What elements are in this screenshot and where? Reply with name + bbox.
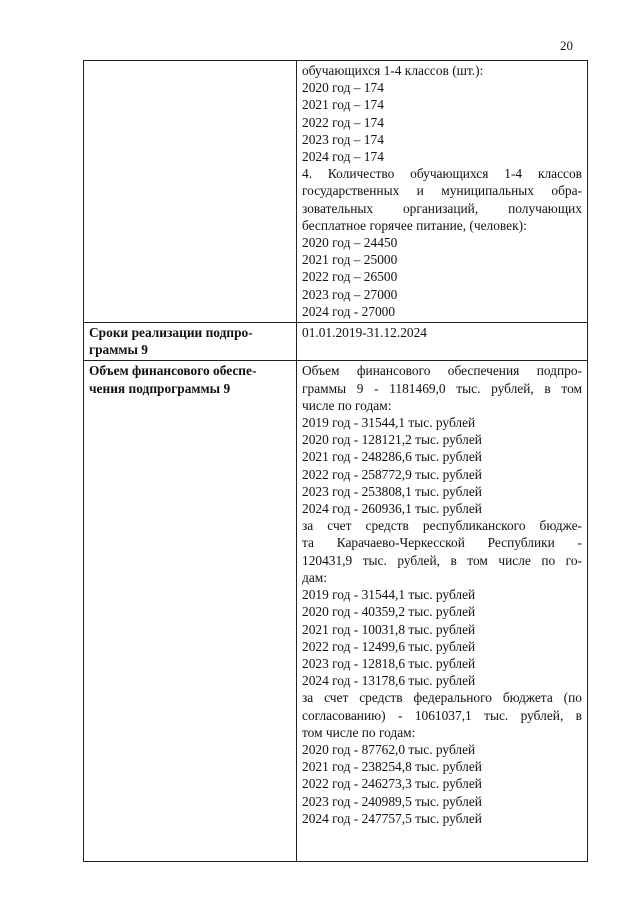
value-text-line: 2021 год - 238254,8 тыс. рублей <box>302 759 482 775</box>
value-text-line: 2019 год - 31544,1 тыс. рублей <box>302 415 476 431</box>
funding-volume-row <box>84 361 588 862</box>
value-text-line: 2023 год – 174 <box>302 131 384 147</box>
value-text-line: 120431,9 тыс. рублей, в том числе по го- <box>302 552 582 568</box>
value-text-line: том числе по годам: <box>302 724 416 740</box>
value-text-line: 2024 год - 247757,5 тыс. рублей <box>302 810 482 826</box>
program-passport-table <box>83 60 588 862</box>
value-text-line: согласованию) - 1061037,1 тыс. рублей, в <box>302 707 582 723</box>
value-text-line: 2023 год - 253808,1 тыс. рублей <box>302 483 482 499</box>
row-label-line: чения подпрограммы 9 <box>89 380 231 396</box>
value-text-line: за счет средств республиканского бюдже- <box>302 518 582 534</box>
row-value-cell <box>297 323 588 361</box>
value-text-line: 2022 год – 174 <box>302 114 384 130</box>
value-text-line: 2021 год - 248286,6 тыс. рублей <box>302 449 482 465</box>
page-number: 20 <box>560 38 573 53</box>
value-text-line: 2020 год - 87762,0 тыс. рублей <box>302 741 476 757</box>
value-text-line: 2022 год - 246273,3 тыс. рублей <box>302 776 482 792</box>
value-text-line: граммы 9 - 1181469,0 тыс. рублей, в том <box>302 380 582 396</box>
value-text-line: государственных и муниципальных обра- <box>302 183 582 199</box>
value-text-line: 2020 год – 24450 <box>302 235 398 251</box>
value-text-line: 4. Количество обучающихся 1-4 классов <box>302 166 582 182</box>
value-text-line: 2024 год - 13178,6 тыс. рублей <box>302 673 476 689</box>
value-text-line: 2019 год - 31544,1 тыс. рублей <box>302 587 476 603</box>
value-text-line: 2020 год - 40359,2 тыс. рублей <box>302 604 476 620</box>
value-text-line: 2022 год - 12499,6 тыс. рублей <box>302 638 476 654</box>
value-text-line: дам: <box>302 569 327 585</box>
value-text-line: бесплатное горячее питание, (человек): <box>302 217 527 233</box>
row-value-cell <box>297 361 588 862</box>
value-text-line: Объем финансового обеспечения подпро- <box>302 363 582 379</box>
row-label-cell <box>84 323 297 361</box>
value-text-line: 2024 год - 27000 <box>302 303 396 319</box>
value-text-line: 01.01.2019-31.12.2024 <box>302 325 427 341</box>
value-text-line: зовательных организаций, получающих <box>302 200 582 216</box>
row-label-cell <box>84 61 297 323</box>
value-text-line: за счет средств федерального бюджета (по <box>302 690 582 706</box>
value-text-line: 2022 год – 26500 <box>302 269 398 285</box>
value-text-line: 2021 год - 10031,8 тыс. рублей <box>302 621 476 637</box>
value-text-line: 2022 год - 258772,9 тыс. рублей <box>302 466 482 482</box>
value-text-line: обучающихся 1-4 классов (шт.): <box>302 63 484 78</box>
implementation-period-row <box>84 323 588 361</box>
value-text-line: 2023 год – 27000 <box>302 286 398 302</box>
value-text-line: 2021 год – 25000 <box>302 252 398 268</box>
row-value-cell <box>297 61 588 323</box>
row-label-line: граммы 9 <box>89 342 148 358</box>
value-text-line: 2023 год - 240989,5 тыс. рублей <box>302 793 482 809</box>
value-text-line: 2023 год - 12818,6 тыс. рублей <box>302 655 476 671</box>
value-text-line: та Карачаево-Черкесской Республики - <box>302 535 582 551</box>
row-label-cell <box>84 361 297 862</box>
value-text-line: 2024 год - 260936,1 тыс. рублей <box>302 501 482 517</box>
value-text-line: 2024 год – 174 <box>302 149 384 165</box>
value-text-line: 2020 год - 128121,2 тыс. рублей <box>302 432 482 448</box>
row-label-line: Объем финансового обеспе- <box>89 363 257 379</box>
row-label-line: Сроки реализации подпро- <box>89 325 253 341</box>
value-text-line: 2021 год – 174 <box>302 97 384 113</box>
value-text-line: числе по годам: <box>302 397 392 413</box>
indicators-continued-row <box>84 61 588 323</box>
value-text-line: 2020 год – 174 <box>302 80 384 96</box>
